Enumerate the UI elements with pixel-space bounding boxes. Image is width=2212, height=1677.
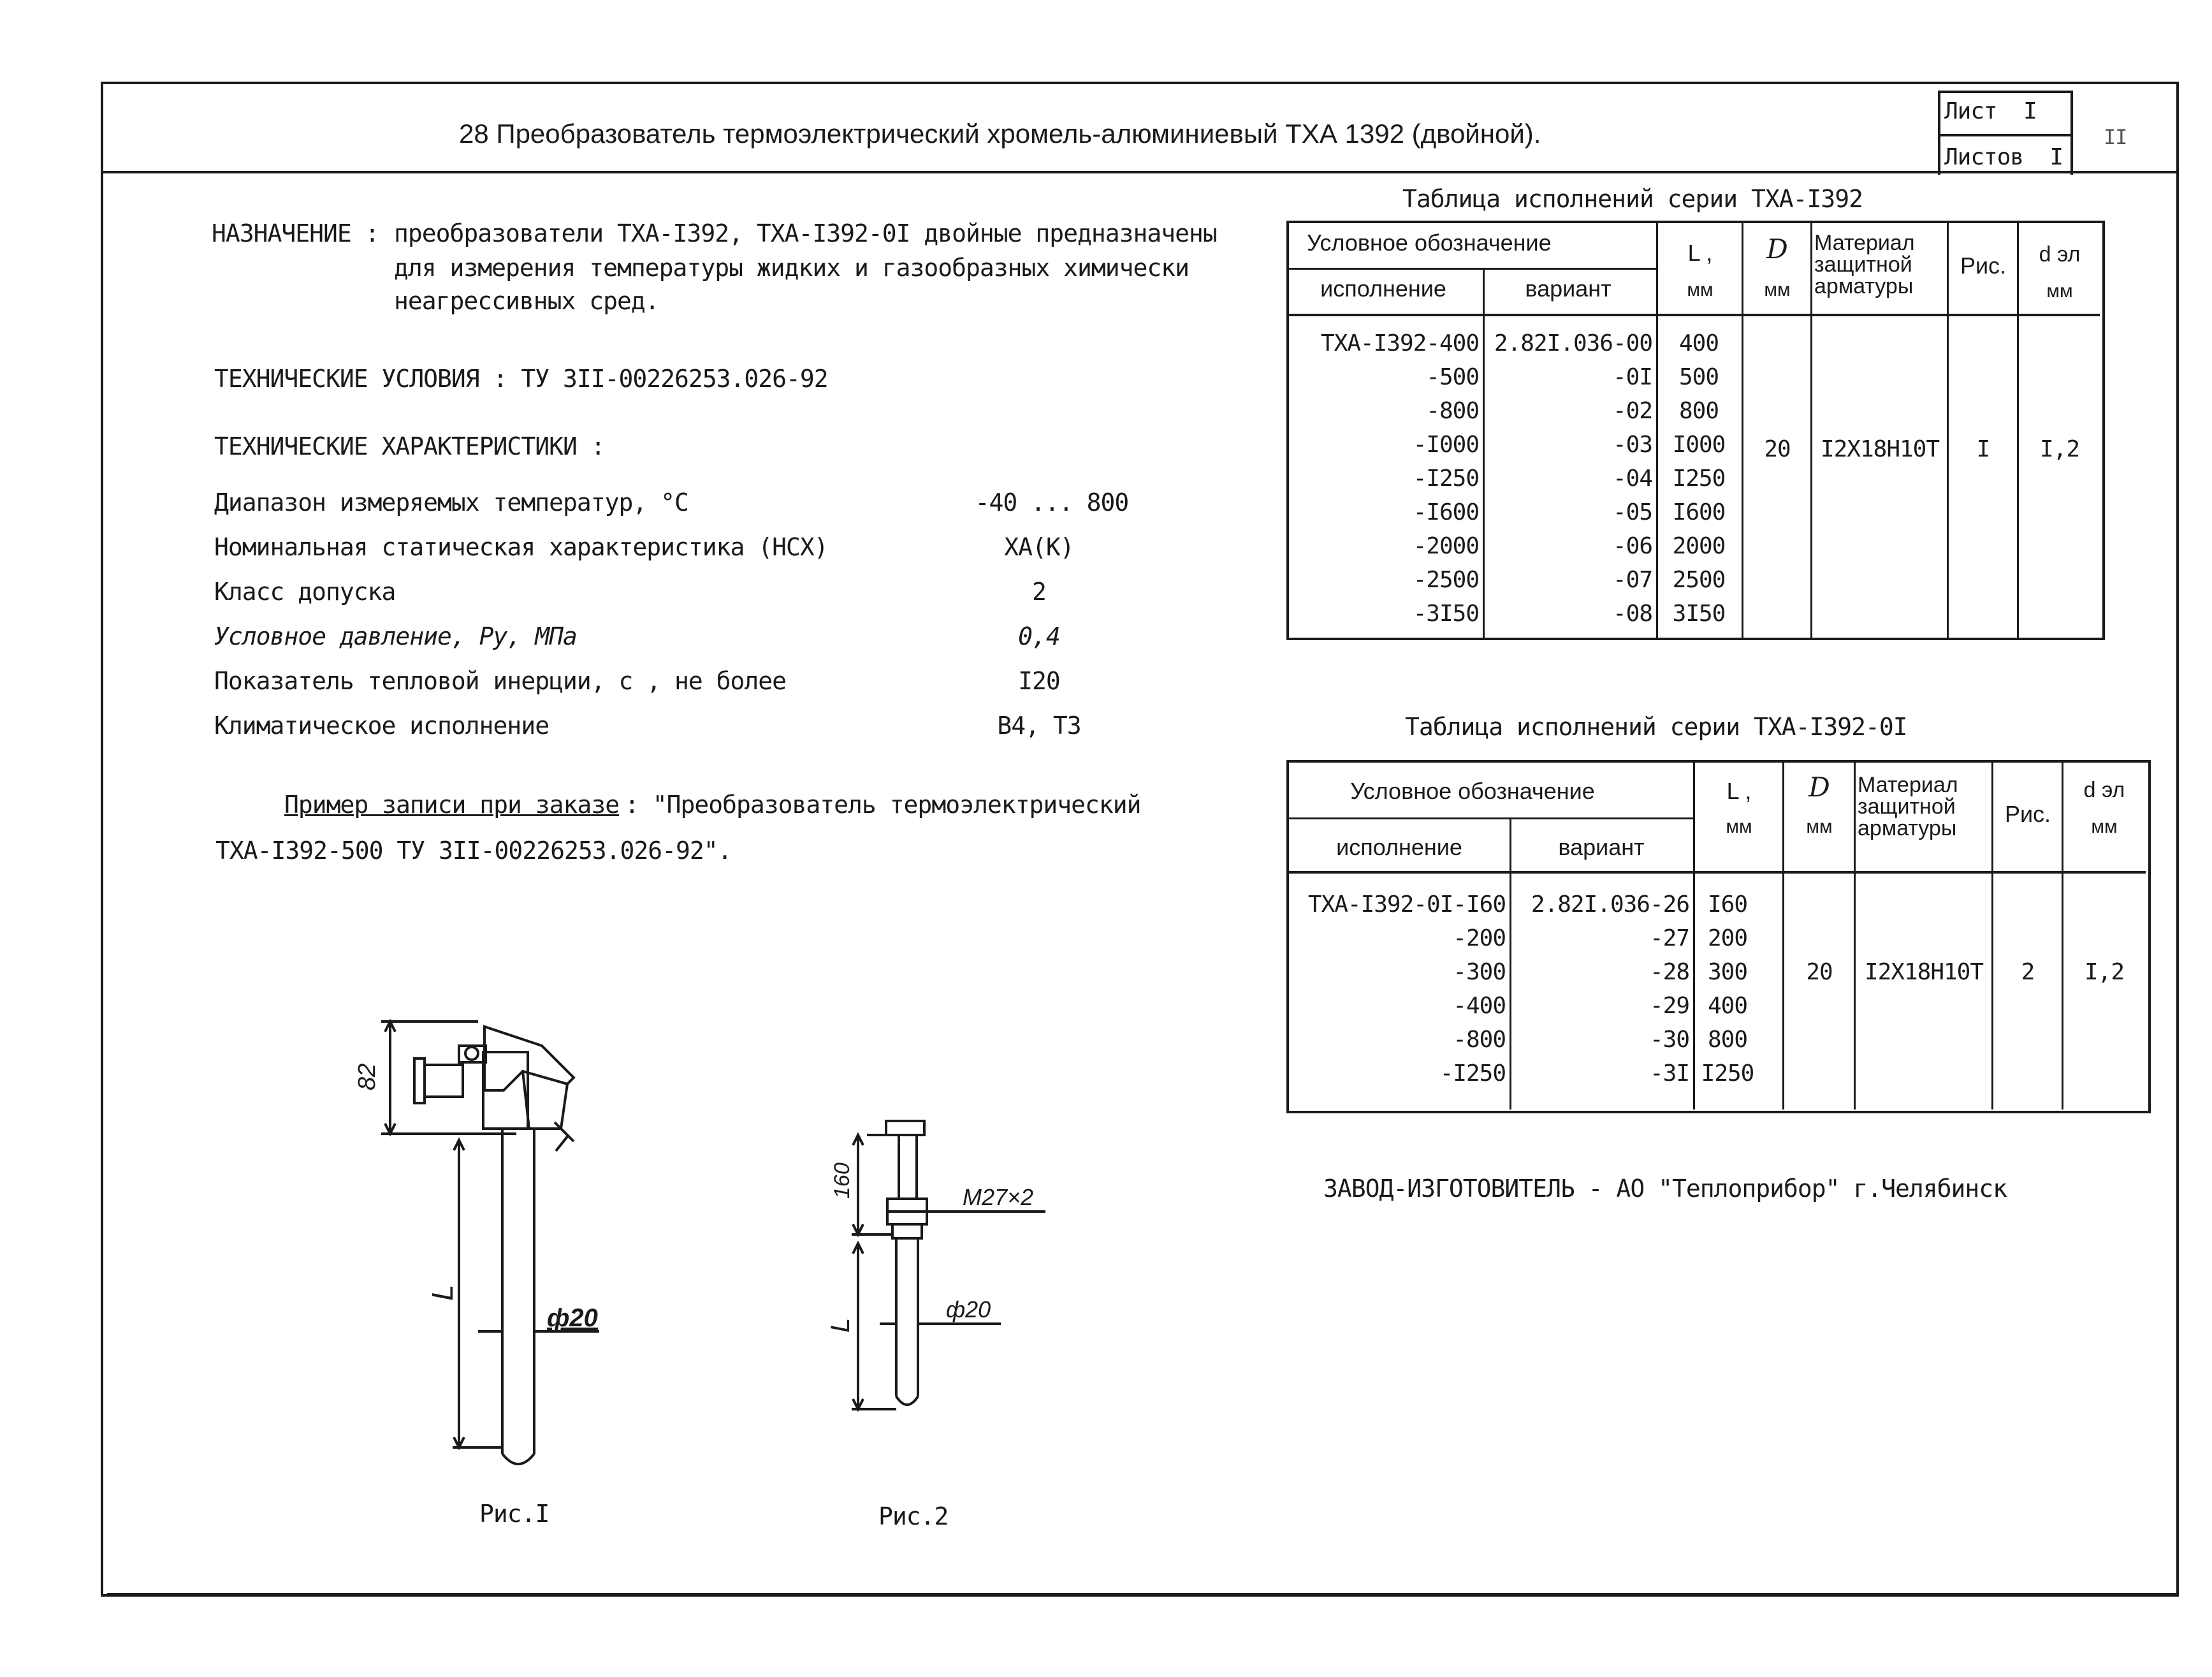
sheet-box-right xyxy=(2070,91,2073,175)
table1-col-line xyxy=(2017,222,2019,638)
table1-exec: ТХА-I392-400 xyxy=(1320,330,1479,356)
purpose-label: НАЗНАЧЕНИЕ : xyxy=(212,219,379,247)
table2-L: 300 xyxy=(1707,959,1748,985)
table2-exec: -300 xyxy=(1453,959,1506,985)
figure-2-drawing xyxy=(790,1109,1071,1422)
table1-col-line xyxy=(1483,268,1485,638)
spec-name-3: Условное давление, Ру, МПа xyxy=(214,622,577,650)
table2-col-line xyxy=(2062,761,2063,1109)
table2-variant: -29 xyxy=(1649,993,1689,1019)
header-divider xyxy=(101,171,2176,173)
table2-h-material: Материал защитной арматуры xyxy=(1858,773,1958,840)
table1-exec: -500 xyxy=(1426,364,1479,390)
spec-name-5: Климатическое исполнение xyxy=(214,712,549,740)
table1-exec: -2500 xyxy=(1413,567,1479,593)
table2-header-rule xyxy=(1289,871,2146,874)
table1-col-line xyxy=(1742,222,1743,638)
fig1-dim-L: L xyxy=(426,1284,459,1301)
table2-exec: -400 xyxy=(1453,993,1506,1019)
table2-h-designation: Условное обозначение xyxy=(1350,778,1595,804)
table2-col-line xyxy=(1693,761,1695,1109)
table1-h-d: d эл xyxy=(2039,242,2081,267)
table1-h-L: L , xyxy=(1687,240,1713,266)
tech-conditions: ТЕХНИЧЕСКИЕ УСЛОВИЯ : ТУ 3II-00226253.026-92 xyxy=(214,365,828,393)
table1-variant: -0I xyxy=(1612,364,1652,390)
fig1-dim-height: 82 xyxy=(354,1063,381,1090)
sheet-box-mid xyxy=(1938,134,2073,136)
manufacturer: ЗАВОД-ИЗГОТОВИТЕЛЬ - АО "Теплоприбор" г.Челябинск xyxy=(1323,1175,2007,1203)
fig2-dim-L: L xyxy=(825,1317,855,1333)
table2-exec: ТХА-I392-0I-I60 xyxy=(1307,891,1506,918)
table1-L: I600 xyxy=(1672,499,1726,525)
table2-exec: -200 xyxy=(1453,925,1506,951)
table2-fig: 2 xyxy=(2021,959,2035,985)
table2-h-D-unit: мм xyxy=(1806,816,1833,837)
table2-h-variant: вариант xyxy=(1558,834,1645,860)
table2-exec: -800 xyxy=(1453,1027,1506,1053)
fig2-dim-height: 160 xyxy=(830,1162,854,1199)
table2-col-line xyxy=(1510,817,1511,1109)
table1-D: 20 xyxy=(1764,436,1791,462)
table1-h-L-unit: мм xyxy=(1687,279,1714,300)
spec-value-4: I20 xyxy=(1018,667,1060,695)
fig2-caption: Рис.2 xyxy=(878,1502,949,1530)
table2-variant: 2.82I.036-26 xyxy=(1531,891,1689,918)
table2-D: 20 xyxy=(1806,959,1833,985)
table1-fig: I xyxy=(1976,436,1990,462)
table2-L: 200 xyxy=(1707,925,1748,951)
table1-h-designation: Условное обозначение xyxy=(1307,230,1552,256)
table1-sub-rule xyxy=(1289,268,1656,270)
table2-col-line xyxy=(1854,761,1856,1109)
page-title: 28 Преобразователь термоэлектрический хромель-алюминиевый ТХА 1392 (двойной). xyxy=(459,119,1541,149)
spec-name-1: Номинальная статическая характеристика (НСХ) xyxy=(214,533,828,561)
table1-variant: -06 xyxy=(1612,533,1652,559)
table2-h-fig: Рис. xyxy=(2004,801,2051,827)
table2-L: I60 xyxy=(1707,891,1748,918)
table2-L: 800 xyxy=(1707,1027,1748,1053)
spec-name-4: Показатель тепловой инерции, с , не более xyxy=(214,667,786,695)
sheet-box-top xyxy=(1938,91,2073,93)
spec-name-0: Диапазон измеряемых температур, °С xyxy=(214,488,688,516)
table2-variant: -27 xyxy=(1649,925,1689,951)
spec-value-3: 0,4 xyxy=(1018,622,1060,650)
table1-col-line xyxy=(1656,222,1658,638)
table2-h-D: D xyxy=(1808,772,1830,803)
table1-h-material: Материал защитной арматуры xyxy=(1814,231,1915,298)
table2-variant: -28 xyxy=(1649,959,1689,985)
table1-L: 400 xyxy=(1678,330,1719,356)
table1-caption: Таблица исполнений серии ТХА-I392 xyxy=(1402,185,1863,213)
spec-name-2: Класс допуска xyxy=(214,578,396,606)
table1-material: I2Х18Н10Т xyxy=(1820,436,1940,462)
table1-L: 2500 xyxy=(1672,567,1726,593)
table2-h-L: L , xyxy=(1726,778,1752,804)
table2-h-L-unit: мм xyxy=(1726,816,1752,837)
table1-header-rule xyxy=(1289,314,2100,316)
table2-col-line xyxy=(1991,761,1993,1109)
table1-L: I000 xyxy=(1672,432,1726,458)
fig2-dim-diam: ф20 xyxy=(946,1296,991,1322)
table1-exec: -I000 xyxy=(1413,432,1479,458)
table2-col-line xyxy=(1782,761,1784,1109)
spec-value-5: В4, Т3 xyxy=(997,712,1081,740)
order-line-1: : "Преобразователь термоэлектрический xyxy=(625,791,1141,819)
table1-variant: -02 xyxy=(1612,398,1652,424)
spec-value-1: ХА(К) xyxy=(1004,533,1074,561)
tech-chars-title: ТЕХНИЧЕСКИЕ ХАРАКТЕРИСТИКИ : xyxy=(214,432,605,460)
table1-exec: -I600 xyxy=(1413,499,1479,525)
table1-exec: -3I50 xyxy=(1413,601,1479,627)
table1-variant: -04 xyxy=(1612,465,1652,492)
table1-h-D: D xyxy=(1766,233,1788,265)
fig1-caption: Рис.I xyxy=(479,1500,549,1528)
table1-col-line xyxy=(1947,222,1949,638)
table2-sub-rule xyxy=(1289,817,1693,819)
table1-variant: -05 xyxy=(1612,499,1652,525)
table2-L: 400 xyxy=(1707,993,1748,1019)
table2-h-d-unit: мм xyxy=(2091,816,2118,837)
page-mark: II xyxy=(2104,125,2127,149)
table1-h-fig: Рис. xyxy=(1960,253,2007,279)
purpose-line-1: преобразователи ТХА-I392, ТХА-I392-0I двойные предназначены xyxy=(394,219,1217,247)
table1-variant: 2.82I.036-00 xyxy=(1494,330,1652,356)
table1-variant: -08 xyxy=(1612,601,1652,627)
table1-exec: -I250 xyxy=(1413,465,1479,492)
table1-h-D-unit: мм xyxy=(1764,279,1791,300)
table2-material: I2Х18Н10Т xyxy=(1864,959,1984,985)
sheet-label: Лист I xyxy=(1944,98,2037,124)
table1-variant: -03 xyxy=(1612,432,1652,458)
spec-value-0: -40 ... 800 xyxy=(975,488,1129,516)
spec-value-2: 2 xyxy=(1032,578,1046,606)
purpose-line-3: неагрессивных сред. xyxy=(394,287,659,315)
sheets-label: Листов I xyxy=(1944,144,2063,170)
order-label: Пример записи при заказе xyxy=(284,791,620,819)
fig2-dim-thread: М27×2 xyxy=(963,1184,1034,1210)
purpose-line-2: для измерения температуры жидких и газообразных химически xyxy=(394,254,1190,282)
table2-caption: Таблица исполнений серии ТХА-I392-0I xyxy=(1405,713,1907,741)
table2-variant: -30 xyxy=(1649,1027,1689,1053)
table1-exec: -2000 xyxy=(1413,533,1479,559)
table2-exec: -I250 xyxy=(1439,1060,1506,1087)
table1-d: I,2 xyxy=(2039,436,2080,462)
table1-col-line xyxy=(1810,222,1812,638)
table1-L: 2000 xyxy=(1672,533,1726,559)
table2-h-execution: исполнение xyxy=(1336,834,1462,860)
order-line-2: ТХА-I392-500 ТУ 3II-00226253.026-92". xyxy=(215,837,732,865)
table1-L: 800 xyxy=(1678,398,1719,424)
sheet-box-left xyxy=(1938,91,1940,175)
table2-d: I,2 xyxy=(2084,959,2125,985)
footer-rule xyxy=(107,1593,2176,1595)
fig1-dim-diam: ф20 xyxy=(547,1304,598,1332)
table1-L: I250 xyxy=(1672,465,1726,492)
table1-variant: -07 xyxy=(1612,567,1652,593)
table2-h-d: d эл xyxy=(2083,778,2125,802)
table1-L: 3I50 xyxy=(1672,601,1726,627)
table1-exec: -800 xyxy=(1426,398,1479,424)
table2-L: I250 xyxy=(1701,1060,1754,1087)
table1-h-variant: вариант xyxy=(1525,275,1612,302)
table2-variant: -3I xyxy=(1649,1060,1689,1087)
table1-h-d-unit: мм xyxy=(2046,281,2073,302)
figure-1-drawing xyxy=(331,995,599,1467)
table1-h-execution: исполнение xyxy=(1320,275,1446,302)
table1-L: 500 xyxy=(1678,364,1719,390)
